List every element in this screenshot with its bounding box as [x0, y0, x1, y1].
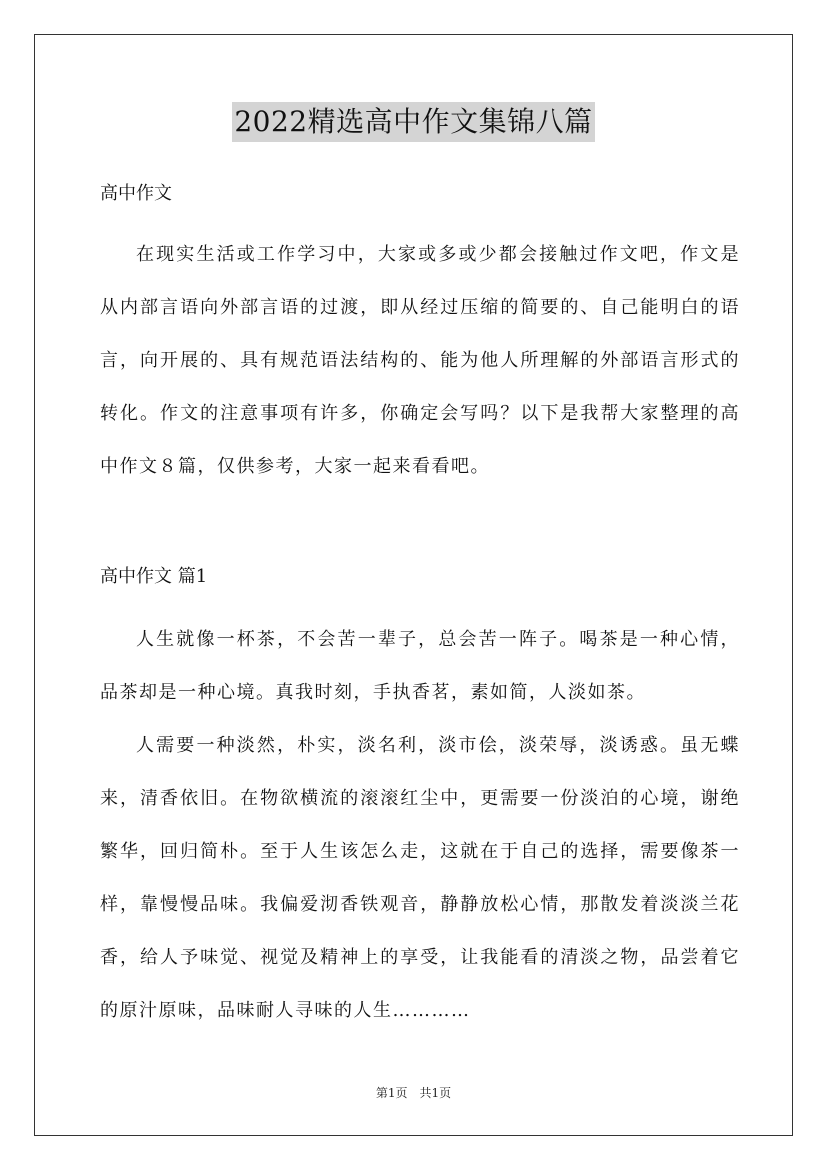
section-heading: 高中作文 [100, 183, 172, 204]
essay-paragraph-2: 人需要一种淡然，朴实，淡名利，淡市侩，淡荣辱，淡诱惑。虽无蝶来，清香依旧。在物欲横流的滚滚红尘中，更需要一份淡泊的心境，谢绝繁华，回归简朴。至于人生该怎么走，这就在于自己的选择，需要像茶一样，靠慢慢品味。我偏爱沏香铁观音，静静放松心情，那散发着淡淡兰花香，给人予味觉、视觉及精神上的享受，让我能看的清淡之物，品尝着它的原汁原味，品味耐人寻味的人生………… [100, 735, 740, 1021]
essay-heading: 高中作文 篇1 [100, 566, 208, 587]
intro-paragraph: 在现实生活或工作学习中，大家或多或少都会接触过作文吧，作文是从内部言语向外部言语的过渡，即从经过压缩的简要的、自己能明白的语言，向开展的、具有规范语法结构的、能为他人所理解的外部语言形式的转化。作文的注意事项有许多，你确定会写吗？以下是我帮大家整理的高中作文８篇，仅供参考，大家一起来看看吧。 [100, 244, 740, 477]
essay-paragraph-1: 人生就像一杯茶，不会苦一辈子，总会苦一阵子。喝茶是一种心情，品茶却是一种心境。真我时刻，手执香茗，素如简，人淡如茶。 [100, 629, 740, 703]
title-container [0, 102, 827, 142]
spacer [100, 493, 740, 561]
document-title: 2022精选高中作文集锦八篇 [232, 102, 594, 142]
spacer [100, 210, 740, 228]
page-footer: 第1页 共1页 [375, 1086, 452, 1100]
document-body [100, 178, 740, 1037]
spacer [100, 593, 740, 613]
